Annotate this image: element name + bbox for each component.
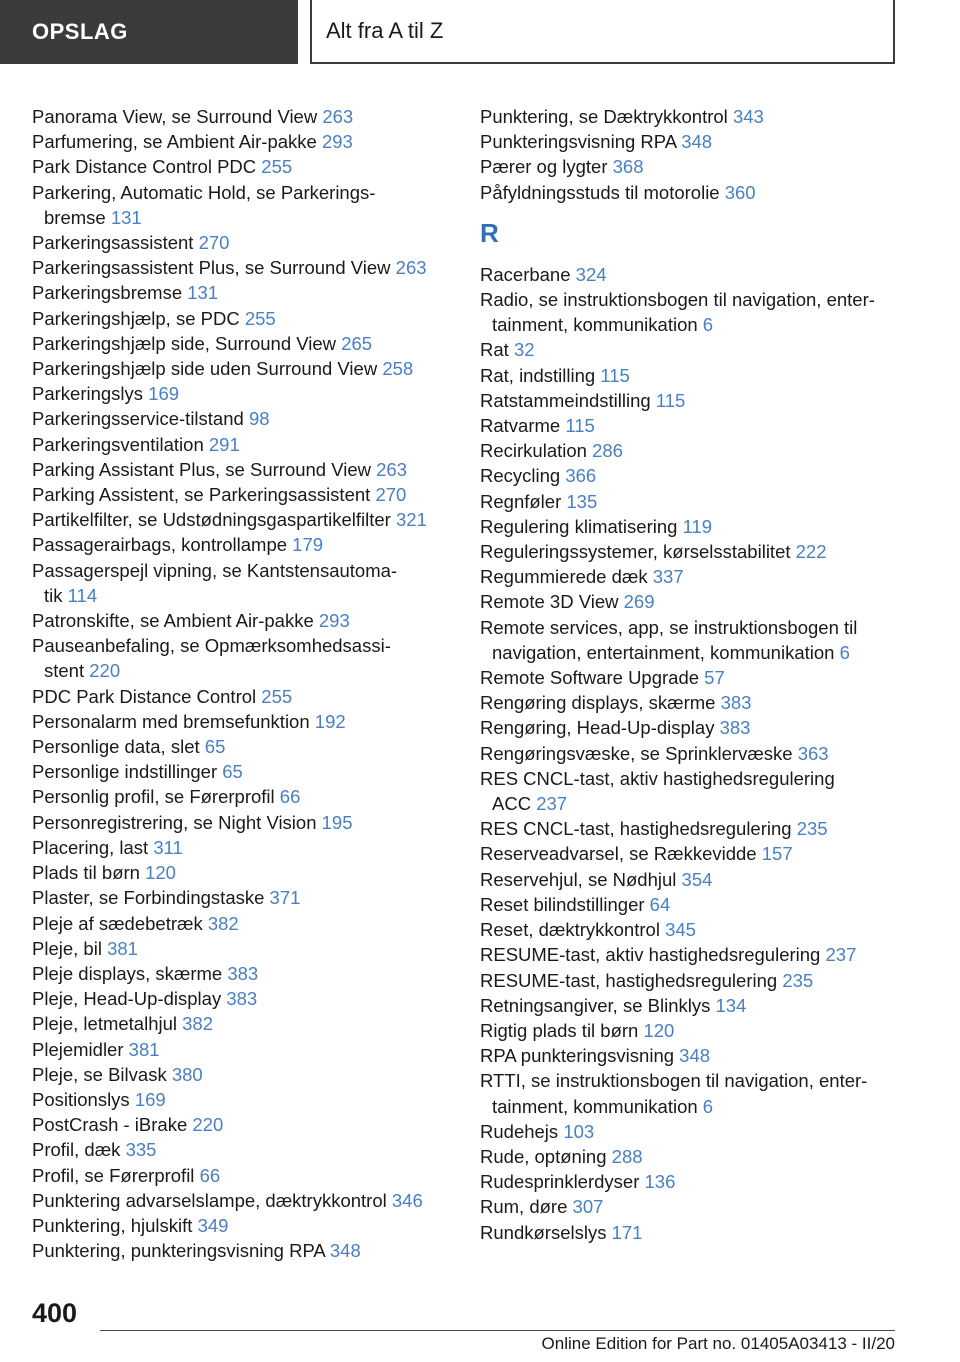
index-entry [480,104,910,129]
edition-footer: Online Edition for Part no. 01405A03413 - II/20 [541,1334,895,1353]
entry-text: Pauseanbefaling, se Opmærksomhedsassi- [32,635,391,657]
page-link[interactable]: 64 [649,893,671,915]
entry-text: Parfumering, se Ambient Air-pakke [32,131,317,153]
page-link[interactable]: 120 [145,862,176,884]
entry-text: Reservehjul, se Nødhjul [480,868,677,890]
entry-text: Positionslys [32,1088,130,1110]
page-number: 400 [32,1298,78,1328]
entry-text: Passagerairbags, kontrollampe [32,534,288,556]
entry-text: Reguleringssystemer, kørselsstabilitet [480,541,791,563]
entry-text: Personlige indstillinger [32,761,218,783]
entry-text: Personalarm med bremsefunktion [32,710,310,732]
index-entry [32,961,452,986]
entry-text: Parkering, Automatic Hold, se Parkerings- [32,181,376,203]
index-entry [32,936,452,961]
page-link[interactable]: 348 [681,131,713,153]
entry-text: Ratstammeindstilling [480,389,651,411]
page-link[interactable]: 114 [67,584,98,606]
entry-text: Rudehejs [480,1120,559,1142]
page-link[interactable]: 115 [565,415,595,437]
page-link[interactable]: 135 [566,490,598,512]
entry-text: Reserveadvarsel, se Rækkevidde [480,843,757,865]
entry-text: Parkeringshjælp side, Surround View [32,332,337,354]
page-link[interactable]: 263 [376,458,408,480]
page-link[interactable]: 349 [197,1214,229,1236]
entry-text: Punktering, se Dæktrykkontrol [480,106,728,127]
entry-continuation-text: stent [44,660,85,682]
entry-text: Parkeringsservice-tilstand [32,408,244,430]
entry-continuation-text: tik [44,584,63,606]
entry-text: Placering, last [32,836,149,858]
index-entry [32,784,452,809]
page-link[interactable]: 131 [187,282,219,304]
entry-text: Parkeringsbremse [32,282,183,304]
index-column-right [480,104,910,1245]
page-link[interactable]: 291 [208,433,240,455]
entry-continuation [480,791,910,816]
entry-text: Parkeringshjælp, se PDC [32,307,240,329]
index-entry [480,514,910,539]
entry-text: Pleje af sædebetræk [32,912,203,934]
page-link[interactable]: 270 [198,232,230,254]
index-entry [480,1144,910,1169]
entry-continuation [32,583,452,608]
entry-text: Personlige data, slet [32,736,200,758]
index-entry [480,287,910,337]
entry-text: Ratvarme [480,415,561,437]
index-entry [480,816,910,841]
entry-text: Pleje displays, skærme [32,962,223,984]
page-link[interactable]: 220 [192,1114,224,1136]
entry-continuation-text: navigation, entertainment, kommunikation [492,641,835,663]
entry-text: Pærer og lygter [480,156,608,178]
page-link[interactable]: 258 [382,358,414,380]
entry-text: Plads til børn [32,862,140,884]
page-link[interactable]: 363 [797,742,829,764]
entry-text: Punktering, hjulskift [32,1214,193,1236]
index-entry [480,413,910,438]
entry-text: Recirkulation [480,440,587,462]
entry-text: Passagerspejl vipning, se Kantstensautoma- [32,559,398,581]
entry-text: Partikelfilter, se Udstødningsgaspartikelfilter [32,509,391,531]
index-entry [32,180,452,230]
index-entry [32,129,452,154]
entry-text: Pleje, bil [32,937,102,959]
index-entry [32,532,452,557]
page-link[interactable]: 293 [318,610,350,632]
page-link[interactable]: 98 [248,408,270,430]
entry-text: RESUME-tast, aktiv hastighedsregulering [480,944,821,966]
entry-text: Parkeringsassistent [32,232,194,254]
page-link[interactable]: 293 [321,131,353,153]
index-entry [480,438,910,463]
entry-text: Parkeringsventilation [32,433,204,455]
page-link[interactable]: 136 [644,1171,676,1193]
page-link[interactable]: 288 [611,1145,643,1167]
entry-continuation [32,658,452,683]
page-link[interactable]: 324 [575,263,607,285]
index-entry [480,715,910,740]
entry-text: Racerbane [480,263,571,285]
entry-continuation [32,205,452,230]
entry-text: Profil, dæk [32,1139,121,1161]
entry-text: Rat [480,339,509,361]
entry-text: Reset, dæktrykkontrol [480,919,660,941]
entry-text: Pleje, se Bilvask [32,1063,167,1085]
index-entry [32,1087,452,1112]
entry-text: RPA punkteringsvisning [480,1045,675,1067]
index-entry [480,388,910,413]
index-entry [32,1062,452,1087]
index-entry [32,684,452,709]
index-entry [480,564,910,589]
entry-text: Parking Assistant Plus, se Surround View [32,458,371,480]
index-entry [480,867,910,892]
page-link[interactable]: 115 [655,389,686,411]
entry-text: Pleje, Head-Up-display [32,988,222,1010]
page-link[interactable]: 65 [222,761,243,783]
index-entry [32,1238,452,1263]
entry-text: Punktering advarselslampe, dæktrykkontrol [32,1189,387,1211]
entry-text: Påfyldningsstuds til motorolie [480,181,720,203]
entry-text: Regummierede dæk [480,566,648,588]
entry-text: Recycling [480,465,561,487]
entry-text: Rum, døre [480,1196,568,1218]
index-entry [480,489,910,514]
index-entry [32,911,452,936]
index-entry [32,457,452,482]
entry-text: Patronskifte, se Ambient Air-pakke [32,610,314,632]
page-link[interactable]: 255 [244,307,276,329]
entry-text: Rengøring, Head-Up-display [480,717,715,739]
page-link[interactable]: 255 [261,156,293,178]
page-link[interactable]: 286 [592,440,623,462]
page-link[interactable]: 134 [715,994,747,1016]
entry-text: Remote 3D View [480,591,619,613]
entry-continuation [480,640,910,665]
entry-text: RESUME-tast, hastighedsregulering [480,969,778,991]
index-entry [32,633,452,683]
page-link[interactable]: 65 [204,736,226,758]
index-entry [32,482,452,507]
entry-text: PostCrash - iBrake [32,1114,188,1136]
index-entry [480,841,910,866]
index-column-left [32,104,452,1263]
entry-continuation-text: ACC [492,793,532,815]
entry-text: PDC Park Distance Control [32,685,257,707]
letter-heading-r: R [480,217,499,248]
index-entry [480,615,910,665]
page-link[interactable]: 235 [796,818,828,840]
entry-continuation-text: tainment, kommunikation [492,1095,698,1117]
page-link[interactable]: 371 [269,887,301,909]
index-entry [480,665,910,690]
page-link[interactable]: 380 [171,1063,203,1085]
index-entry [32,709,452,734]
page-link[interactable]: 57 [704,667,725,689]
index-entry [32,280,452,305]
page-link[interactable]: 171 [611,1221,643,1243]
index-entry [32,558,452,608]
index-entry [480,917,910,942]
page-link[interactable]: 265 [341,332,373,354]
index-entry [480,337,910,362]
page-link[interactable]: 103 [563,1120,595,1142]
index-entry [480,539,910,564]
index-entry [480,129,910,154]
index-entry [32,1163,452,1188]
index-entry [32,381,452,406]
page-link[interactable]: 115 [600,364,630,386]
index-entry [32,885,452,910]
entry-continuation-text: bremse [44,206,106,228]
entry-text: Park Distance Control PDC [32,156,257,178]
index-entry [32,230,452,255]
page-link[interactable]: 263 [322,106,354,127]
entry-text: RTTI, se instruktionsbogen til navigation, enter- [480,1070,868,1092]
index-entry [480,1194,910,1219]
entry-text: Plaster, se Forbindingstaske [32,887,265,909]
index-entry [480,993,910,1018]
page-link[interactable]: 195 [321,811,353,833]
page-link[interactable]: 32 [513,339,535,361]
page-link[interactable]: 354 [681,868,713,890]
page-link[interactable]: 382 [182,1013,214,1035]
index-entry [32,734,452,759]
index-entry [32,306,452,331]
page-link[interactable]: 366 [565,465,597,487]
index-entry [480,968,910,993]
index-entry [32,507,452,532]
entry-text: Parking Assistent, se Parkeringsassistent [32,484,371,506]
entry-text: Parkeringshjælp side uden Surround View [32,358,378,380]
page-link[interactable]: 343 [732,106,764,127]
page-header [0,0,895,64]
entry-text: Personregistrering, se Night Vision [32,811,317,833]
index-entry [480,154,910,179]
page-link[interactable]: 235 [782,969,814,991]
page-link[interactable]: 382 [207,912,239,934]
entry-text: Profil, se Førerprofil [32,1164,195,1186]
page-link[interactable]: 192 [314,710,346,732]
index-entry [32,1112,452,1137]
entry-text: Panorama View, se Surround View [32,106,318,127]
page-link[interactable]: 381 [107,937,138,959]
page-link[interactable]: 383 [227,962,259,984]
page-link[interactable]: 307 [572,1196,604,1218]
page-link[interactable]: 237 [825,944,857,966]
page-link[interactable]: 179 [292,534,324,556]
index-entry [480,766,910,816]
index-entry [32,406,452,431]
index-entry [32,1011,452,1036]
page-link[interactable]: 346 [391,1189,423,1211]
index-entry [32,356,452,381]
page-link[interactable]: 383 [720,692,752,714]
page-link[interactable]: 337 [652,566,684,588]
entry-text: Plejemidler [32,1038,124,1060]
index-entry [480,741,910,766]
index-entry [480,1169,910,1194]
index-entry [32,1188,452,1213]
index-entry [32,608,452,633]
section-tab: OPSLAG [0,0,298,64]
entry-text: Retningsangiver, se Blinklys [480,994,711,1016]
index-entry [32,835,452,860]
index-entry [480,690,910,715]
page-link[interactable]: 269 [623,591,655,613]
page-link[interactable]: 321 [396,509,427,531]
page-link[interactable]: 311 [153,836,183,858]
page-link[interactable]: 335 [125,1139,157,1161]
page-link[interactable]: 381 [128,1038,160,1060]
index-entry [32,1137,452,1162]
index-entry [32,154,452,179]
entry-text: Rat, indstilling [480,364,596,386]
index-entry [480,463,910,488]
entry-text: RES CNCL-tast, aktiv hastighedsregulering [480,767,835,789]
page-link[interactable]: 157 [761,843,793,865]
index-entry [32,810,452,835]
entry-text: Rude, optøning [480,1145,607,1167]
index-entry [480,1220,910,1245]
index-entry [480,1018,910,1043]
page-link[interactable]: 345 [665,919,696,941]
page-link[interactable]: 222 [795,541,827,563]
page-link[interactable]: 383 [719,717,751,739]
index-entry [480,892,910,917]
entry-text: Rengøring displays, skærme [480,692,716,714]
page-link[interactable]: 169 [134,1088,166,1110]
entry-text: Reset bilindstillinger [480,893,645,915]
index-entry [32,255,452,280]
index-entry [32,986,452,1011]
page-link[interactable]: 131 [110,206,142,228]
page-link[interactable]: 368 [612,156,644,178]
page-link[interactable]: 383 [226,988,258,1010]
index-entry [32,1213,452,1238]
entry-text: Rengøringsvæske, se Sprinklervæske [480,742,793,764]
index-entry [32,759,452,784]
index-entry [480,180,910,205]
index-entry [32,104,452,129]
index-entry [480,1043,910,1068]
index-entry [480,262,910,287]
index-entry [32,1037,452,1062]
page-link[interactable]: 348 [329,1240,361,1262]
entry-text: Pleje, letmetalhjul [32,1013,177,1035]
page-link[interactable]: 237 [536,793,568,815]
entry-text: Parkeringslys [32,383,144,405]
page-link[interactable]: 120 [643,1019,675,1041]
entry-text: Radio, se instruktionsbogen til navigation, enter- [480,289,875,311]
index-entry [480,589,910,614]
entry-continuation [480,1094,910,1119]
footer-divider [100,1330,895,1331]
entry-text: Punkteringsvisning RPA [480,131,677,153]
page-link[interactable]: 6 [702,1095,714,1117]
entry-text: Rudesprinklerdyser [480,1171,640,1193]
page-link[interactable]: 348 [679,1045,711,1067]
index-entry [480,363,910,388]
page-link[interactable]: 6 [839,641,850,663]
page-link[interactable]: 263 [395,257,427,279]
entry-text: Personlig profil, se Førerprofil [32,786,275,808]
page-link[interactable]: 66 [279,786,301,808]
entry-text: Remote Software Upgrade [480,667,700,689]
entry-text: RES CNCL-tast, hastighedsregulering [480,818,792,840]
page-link[interactable]: 220 [89,660,121,682]
index-entry [32,331,452,356]
index-entry [480,1119,910,1144]
entry-text: Regulering klimatisering [480,515,678,537]
entry-text: Punktering, punkteringsvisning RPA [32,1240,325,1262]
index-entry [480,1068,910,1118]
page-link[interactable]: 169 [148,383,180,405]
page-link[interactable]: 360 [724,181,756,203]
entry-text: Rigtig plads til børn [480,1019,639,1041]
entry-continuation-text: tainment, kommunikation [492,314,698,336]
entry-text: Parkeringsassistent Plus, se Surround View [32,257,391,279]
index-entry [32,860,452,885]
page-link[interactable]: 66 [199,1164,221,1186]
index-entry [480,942,910,967]
entry-continuation [480,312,910,337]
page-link[interactable]: 119 [682,515,713,537]
entry-text: Regnføler [480,490,562,512]
entry-text: Rundkørselslys [480,1221,607,1243]
page-link[interactable]: 270 [375,484,407,506]
page-link[interactable]: 6 [702,314,714,336]
entry-text: Remote services, app, se instruktionsbogen til [480,616,858,638]
index-entry [32,432,452,457]
chapter-title: Alt fra A til Z [310,0,895,64]
page-link[interactable]: 255 [261,685,293,707]
